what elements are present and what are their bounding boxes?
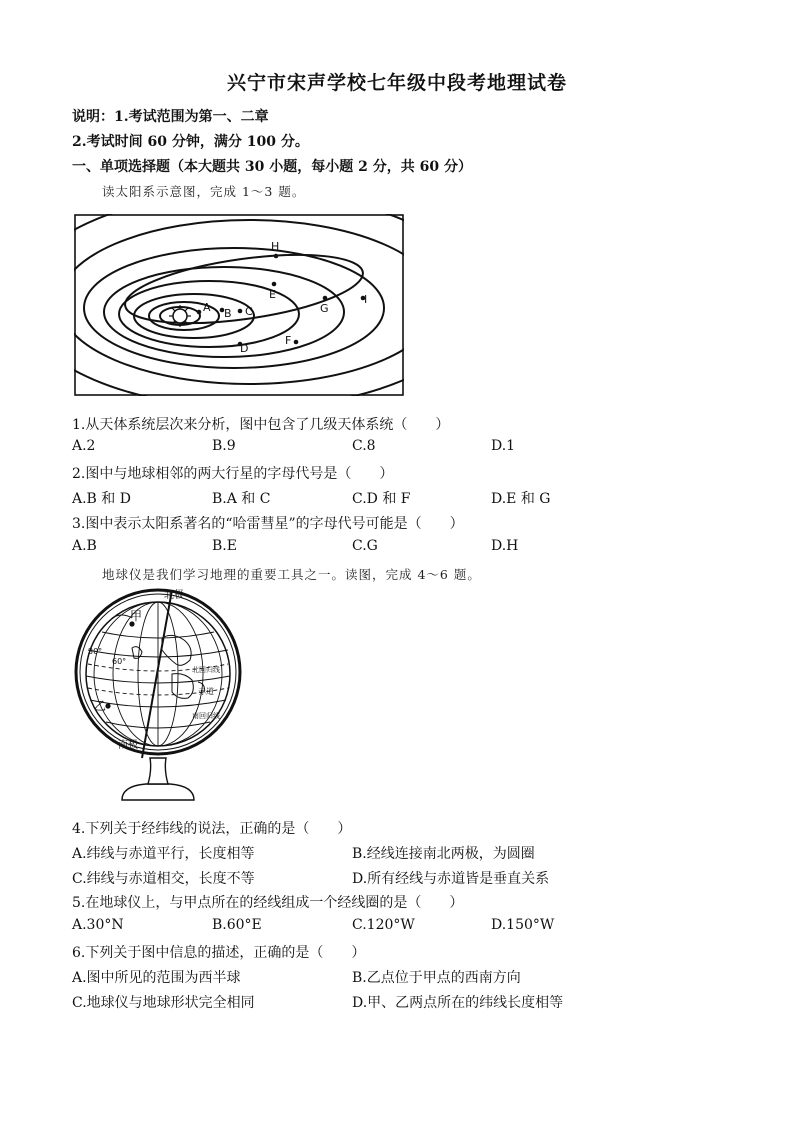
planet-label-d: D bbox=[240, 342, 249, 355]
point-yi-label: 乙 bbox=[94, 699, 107, 713]
planet-label-a: A bbox=[203, 301, 211, 314]
question-3-option-c[interactable]: C.G bbox=[352, 538, 378, 554]
tropic-cancer-label: 北回归线 bbox=[192, 666, 220, 674]
tropic-capricorn-label: 南回归线 bbox=[192, 712, 220, 720]
question-1-option-b[interactable]: B.9 bbox=[212, 438, 236, 454]
solar-system-diagram bbox=[74, 214, 404, 396]
planet-label-e: E bbox=[269, 288, 276, 301]
planet-label-h: H bbox=[271, 240, 280, 253]
instruction-solar-system: 读太阳系示意图，完成 1～3 题。 bbox=[102, 184, 306, 199]
latitude-30-label: 30° bbox=[88, 647, 103, 656]
question-4-option-a[interactable]: A.纬线与赤道平行，长度相等 bbox=[72, 846, 255, 862]
question-4-option-b[interactable]: B.经线连接南北两极，为圆圈 bbox=[352, 846, 535, 862]
question-2-stem: 2.图中与地球相邻的两大行星的字母代号是（ ） bbox=[72, 466, 394, 482]
question-6-stem: 6.下列关于图中信息的描述，正确的是（ ） bbox=[72, 945, 366, 961]
exam-note-scope: 说明：1.考试范围为第一、二章 bbox=[72, 109, 269, 125]
question-1-option-c[interactable]: C.8 bbox=[352, 438, 376, 454]
question-2-option-b[interactable]: B.A 和 C bbox=[212, 491, 271, 507]
planet-label-i: I bbox=[364, 293, 368, 306]
planet-label-b: B bbox=[224, 307, 232, 320]
question-1-option-a[interactable]: A.2 bbox=[72, 438, 96, 454]
sun-icon bbox=[169, 305, 191, 327]
question-4-option-d[interactable]: D.所有经线与赤道皆是垂直关系 bbox=[352, 871, 550, 887]
point-jia-label: 甲 bbox=[130, 609, 143, 623]
equator-label: 赤道 bbox=[198, 687, 214, 696]
north-pole-label: 北极 bbox=[164, 590, 184, 601]
exam-note-time: 2.考试时间 60 分钟，满分 100 分。 bbox=[72, 134, 309, 150]
question-3-option-b[interactable]: B.E bbox=[212, 538, 237, 554]
page-title: 兴宁市宋声学校七年级中段考地理试卷 bbox=[226, 72, 567, 94]
instruction-globe: 地球仪是我们学习地理的重要工具之一。读图，完成 4～6 题。 bbox=[102, 567, 481, 582]
latitude-60-label: 60° bbox=[112, 657, 127, 666]
question-3-option-a[interactable]: A.B bbox=[72, 538, 97, 554]
question-5-option-c[interactable]: C.120°W bbox=[352, 917, 415, 933]
question-4-stem: 4.下列关于经纬线的说法，正确的是（ ） bbox=[72, 821, 352, 837]
question-2-option-a[interactable]: A.B 和 D bbox=[72, 491, 131, 507]
section-heading: 一、单项选择题（本大题共 30 小题，每小题 2 分，共 60 分） bbox=[72, 159, 472, 175]
question-2-option-d[interactable]: D.E 和 G bbox=[491, 491, 551, 507]
planet-label-f: F bbox=[285, 334, 292, 347]
question-5-option-d[interactable]: D.150°W bbox=[491, 917, 555, 933]
question-5-option-a[interactable]: A.30°N bbox=[72, 917, 124, 933]
question-6-option-d[interactable]: D.甲、乙两点所在的纬线长度相等 bbox=[352, 995, 564, 1011]
question-6-option-a[interactable]: A.图中所见的范围为西半球 bbox=[72, 970, 241, 986]
question-6-option-b[interactable]: B.乙点位于甲点的西南方向 bbox=[352, 970, 521, 986]
question-6-option-c[interactable]: C.地球仪与地球形状完全相同 bbox=[72, 995, 255, 1011]
globe-diagram bbox=[72, 588, 244, 806]
planet-label-c: C bbox=[245, 305, 253, 318]
question-5-stem: 5.在地球仪上，与甲点所在的经线组成一个经线圈的是（ ） bbox=[72, 895, 464, 911]
question-1-option-d[interactable]: D.1 bbox=[491, 438, 516, 454]
question-2-option-c[interactable]: C.D 和 F bbox=[352, 491, 411, 507]
question-5-option-b[interactable]: B.60°E bbox=[212, 917, 262, 933]
question-3-stem: 3.图中表示太阳系著名的“哈雷彗星”的字母代号可能是（ ） bbox=[72, 516, 464, 532]
planet-label-g: G bbox=[320, 302, 329, 315]
question-3-option-d[interactable]: D.H bbox=[491, 538, 519, 554]
question-1-stem: 1.从天体系统层次来分析，图中包含了几级天体系统（ ） bbox=[72, 417, 450, 433]
south-pole-label: 南极 bbox=[118, 740, 138, 751]
question-4-option-c[interactable]: C.纬线与赤道相交，长度不等 bbox=[72, 871, 255, 887]
